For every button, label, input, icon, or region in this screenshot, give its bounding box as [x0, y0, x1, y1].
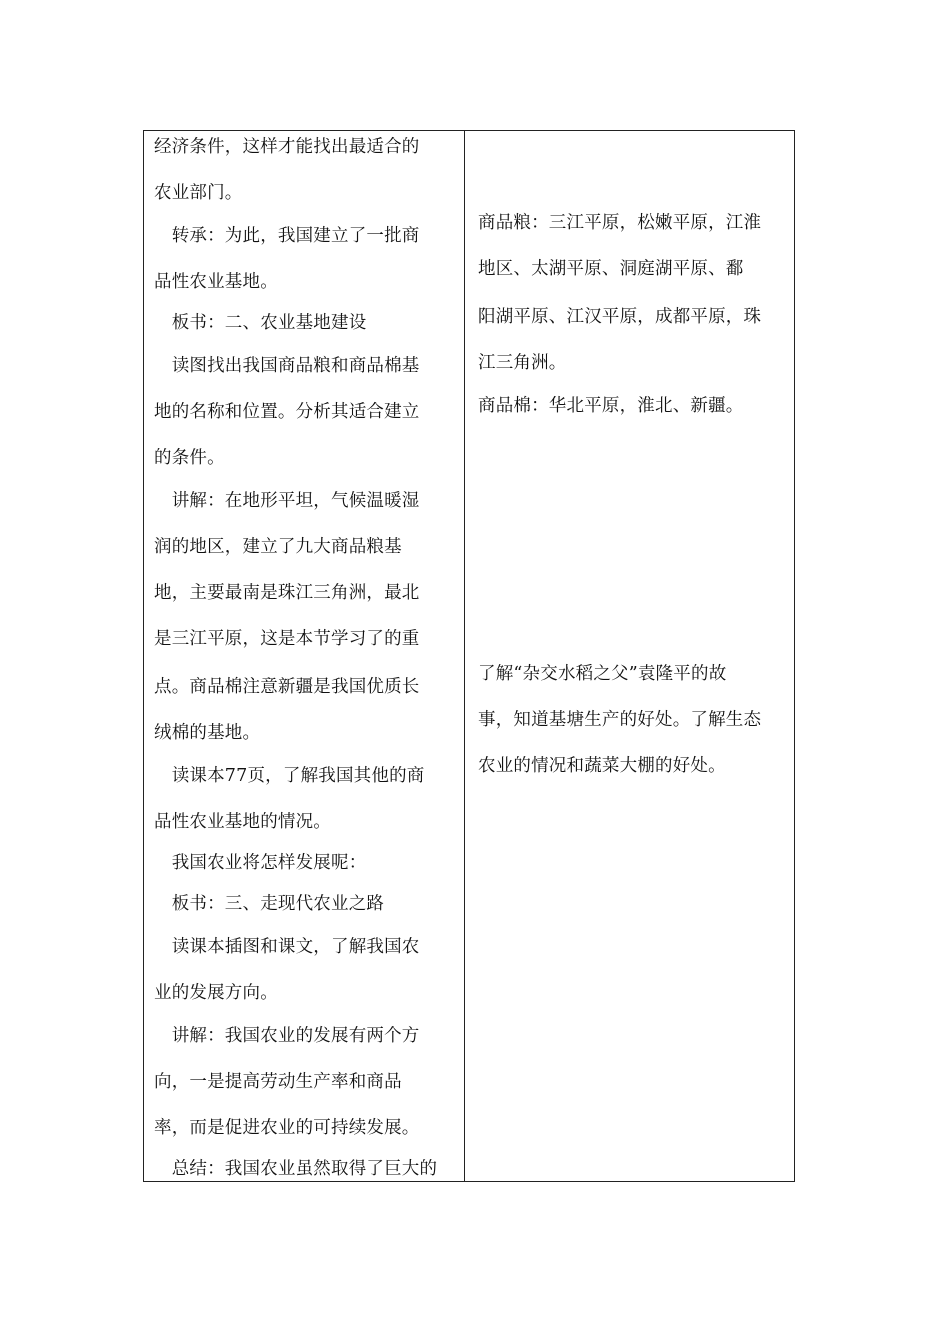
left-line-8: 的条件。	[154, 448, 225, 468]
left-line-4: 品性农业基地。	[154, 272, 278, 292]
left-line-24: 总结：我国农业虽然取得了巨大的	[154, 1159, 438, 1179]
right-line-6: 了解“杂交水稻之父”袁隆平的故	[478, 664, 727, 684]
left-line-6: 读图找出我国商品粮和商品棉基	[154, 356, 420, 376]
right-line-3: 阳湖平原、江汉平原，成都平原，珠	[478, 307, 762, 327]
right-line-8: 农业的情况和蔬菜大棚的好处。	[478, 756, 726, 776]
left-line-2: 农业部门。	[154, 183, 243, 203]
left-line-19: 读课本插图和课文，了解我国农	[154, 937, 420, 957]
left-line-11: 地，主要最南是珠江三角洲，最北	[154, 583, 420, 603]
left-line-23: 率，而是促进农业的可持续发展。	[154, 1118, 420, 1138]
lesson-table	[143, 130, 795, 1182]
column-divider	[464, 131, 465, 1181]
left-line-1: 经济条件，这样才能找出最适合的	[154, 137, 420, 157]
left-line-5: 板书：二、农业基地建设	[154, 313, 367, 333]
left-line-17: 我国农业将怎样发展呢：	[154, 853, 367, 873]
left-line-20: 业的发展方向。	[154, 983, 278, 1003]
left-line-13: 点。商品棉注意新疆是我国优质长	[154, 677, 420, 697]
left-line-16: 品性农业基地的情况。	[154, 812, 331, 832]
right-line-7: 事，知道基塘生产的好处。了解生态	[478, 710, 762, 730]
left-line-7: 地的名称和位置。分析其适合建立	[154, 402, 420, 422]
left-line-18: 板书：三、走现代农业之路	[154, 894, 385, 914]
left-line-12: 是三江平原，这是本节学习了的重	[154, 629, 420, 649]
right-line-5: 商品棉：华北平原，淮北、新疆。	[478, 396, 744, 416]
left-line-14: 绒棉的基地。	[154, 723, 261, 743]
left-line-15: 读课本77页，了解我国其他的商	[154, 766, 425, 786]
left-line-22: 向，一是提高劳动生产率和商品	[154, 1072, 402, 1092]
right-line-4: 江三角洲。	[478, 353, 567, 373]
left-line-3: 转承：为此，我国建立了一批商	[154, 226, 420, 246]
left-line-9: 讲解：在地形平坦，气候温暖湿	[154, 491, 420, 511]
left-line-10: 润的地区，建立了九大商品粮基	[154, 537, 402, 557]
right-line-2: 地区、太湖平原、洞庭湖平原、鄱	[478, 259, 744, 279]
left-line-21: 讲解：我国农业的发展有两个方	[154, 1026, 420, 1046]
right-line-1: 商品粮：三江平原，松嫩平原，江淮	[478, 213, 762, 233]
